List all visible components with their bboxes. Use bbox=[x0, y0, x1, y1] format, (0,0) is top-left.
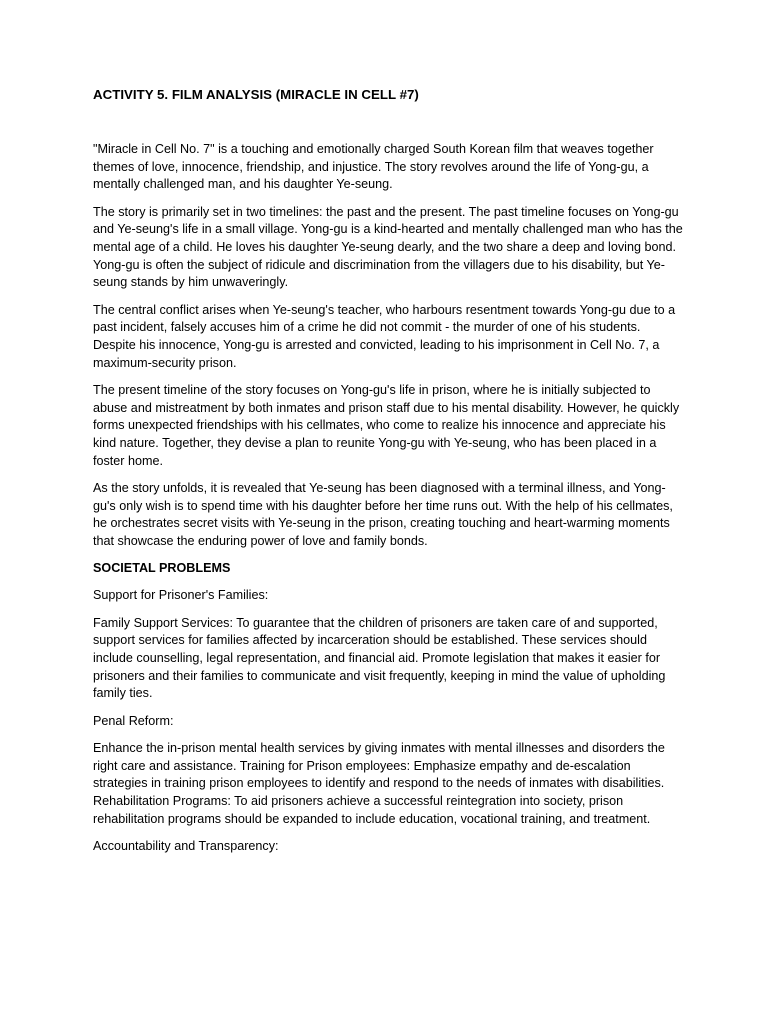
subheading-penal-reform: Penal Reform: bbox=[93, 713, 174, 728]
paragraph-family-support: Family Support Services: To guarantee that the children of prisoners are taken care of and supported, support services for families affected by incarceration should be established. These services should include counselling, legal representation, and financial aid. Promote legislation that makes it easier for prisoners and their families to communicate and visit frequently, keeping in mind the value of upholding family ties. bbox=[93, 615, 666, 701]
subheading-accountability: Accountability and Transparency: bbox=[93, 838, 279, 853]
paragraph-intro: "Miracle in Cell No. 7" is a touching and emotionally charged South Korean film that weaves together themes of love, innocence, friendship, and injustice. The story revolves around the life of Yong-gu, a mentally challenged man, and his daughter Ye-seung. bbox=[93, 142, 654, 192]
subheading-prisoner-families: Support for Prisoner's Families: bbox=[93, 588, 269, 603]
paragraph-conflict: The central conflict arises when Ye-seung's teacher, who harbours resentment towards Yong-gu due to a past incident, falsely accuses him of a crime he did not commit - the murder of one of his students. Despite his innocence, Yong-gu is arrested and convicted, leading to his imprisonment in Cell No. 7, a maximum-security prison. bbox=[93, 302, 676, 370]
document-title: ACTIVITY 5. FILM ANALYSIS (MIRACLE IN CELL #7) bbox=[93, 87, 419, 102]
paragraph-prison-life: The present timeline of the story focuses on Yong-gu's life in prison, where he is initially subjected to abuse and mistreatment by both inmates and prison staff due to his mental disability. However, he quickly forms unexpected friendships with his cellmates, who come to realize his innocence and appreciate his kind nature. Together, they devise a plan to reunite Yong-gu with Ye-seung, who has been placed in a foster home. bbox=[93, 382, 680, 468]
section-heading-societal-problems: SOCIETAL PROBLEMS bbox=[93, 561, 231, 576]
paragraph-penal-reform: Enhance the in-prison mental health services by giving inmates with mental illnesses and disorders the right care and assistance. Training for Prison employees: Emphasize empathy and de-escalation strategies in training prison employees to identify and respond to the needs of inmates with disabilities. Rehabilitation Programs: To aid prisoners achieve a successful reintegration into society, prison rehabilitation programs should be expanded to include education, vocational training, and treatment. bbox=[93, 740, 665, 826]
document-body bbox=[93, 86, 683, 865]
paragraph-timelines: The story is primarily set in two timelines: the past and the present. The past timeline focuses on Yong-gu and Ye-seung's life in a small village. Yong-gu is a kind-hearted and mentally challenged man who has the mental age of a child. He loves his daughter Ye-seung dearly, and the two share a deep and loving bond. Yong-gu is often the subject of ridicule and discrimination from the villagers due to his disability, but Ye-seung stands by him unwaveringly. bbox=[93, 204, 683, 290]
paragraph-story-unfolds: As the story unfolds, it is revealed that Ye-seung has been diagnosed with a terminal illness, and Yong-gu's only wish is to spend time with his daughter before her time runs out. With the help of his cellmates, he orchestrates secret visits with Ye-seung in the prison, creating touching and heart-warming moments that showcase the enduring power of love and family bonds. bbox=[93, 480, 673, 549]
